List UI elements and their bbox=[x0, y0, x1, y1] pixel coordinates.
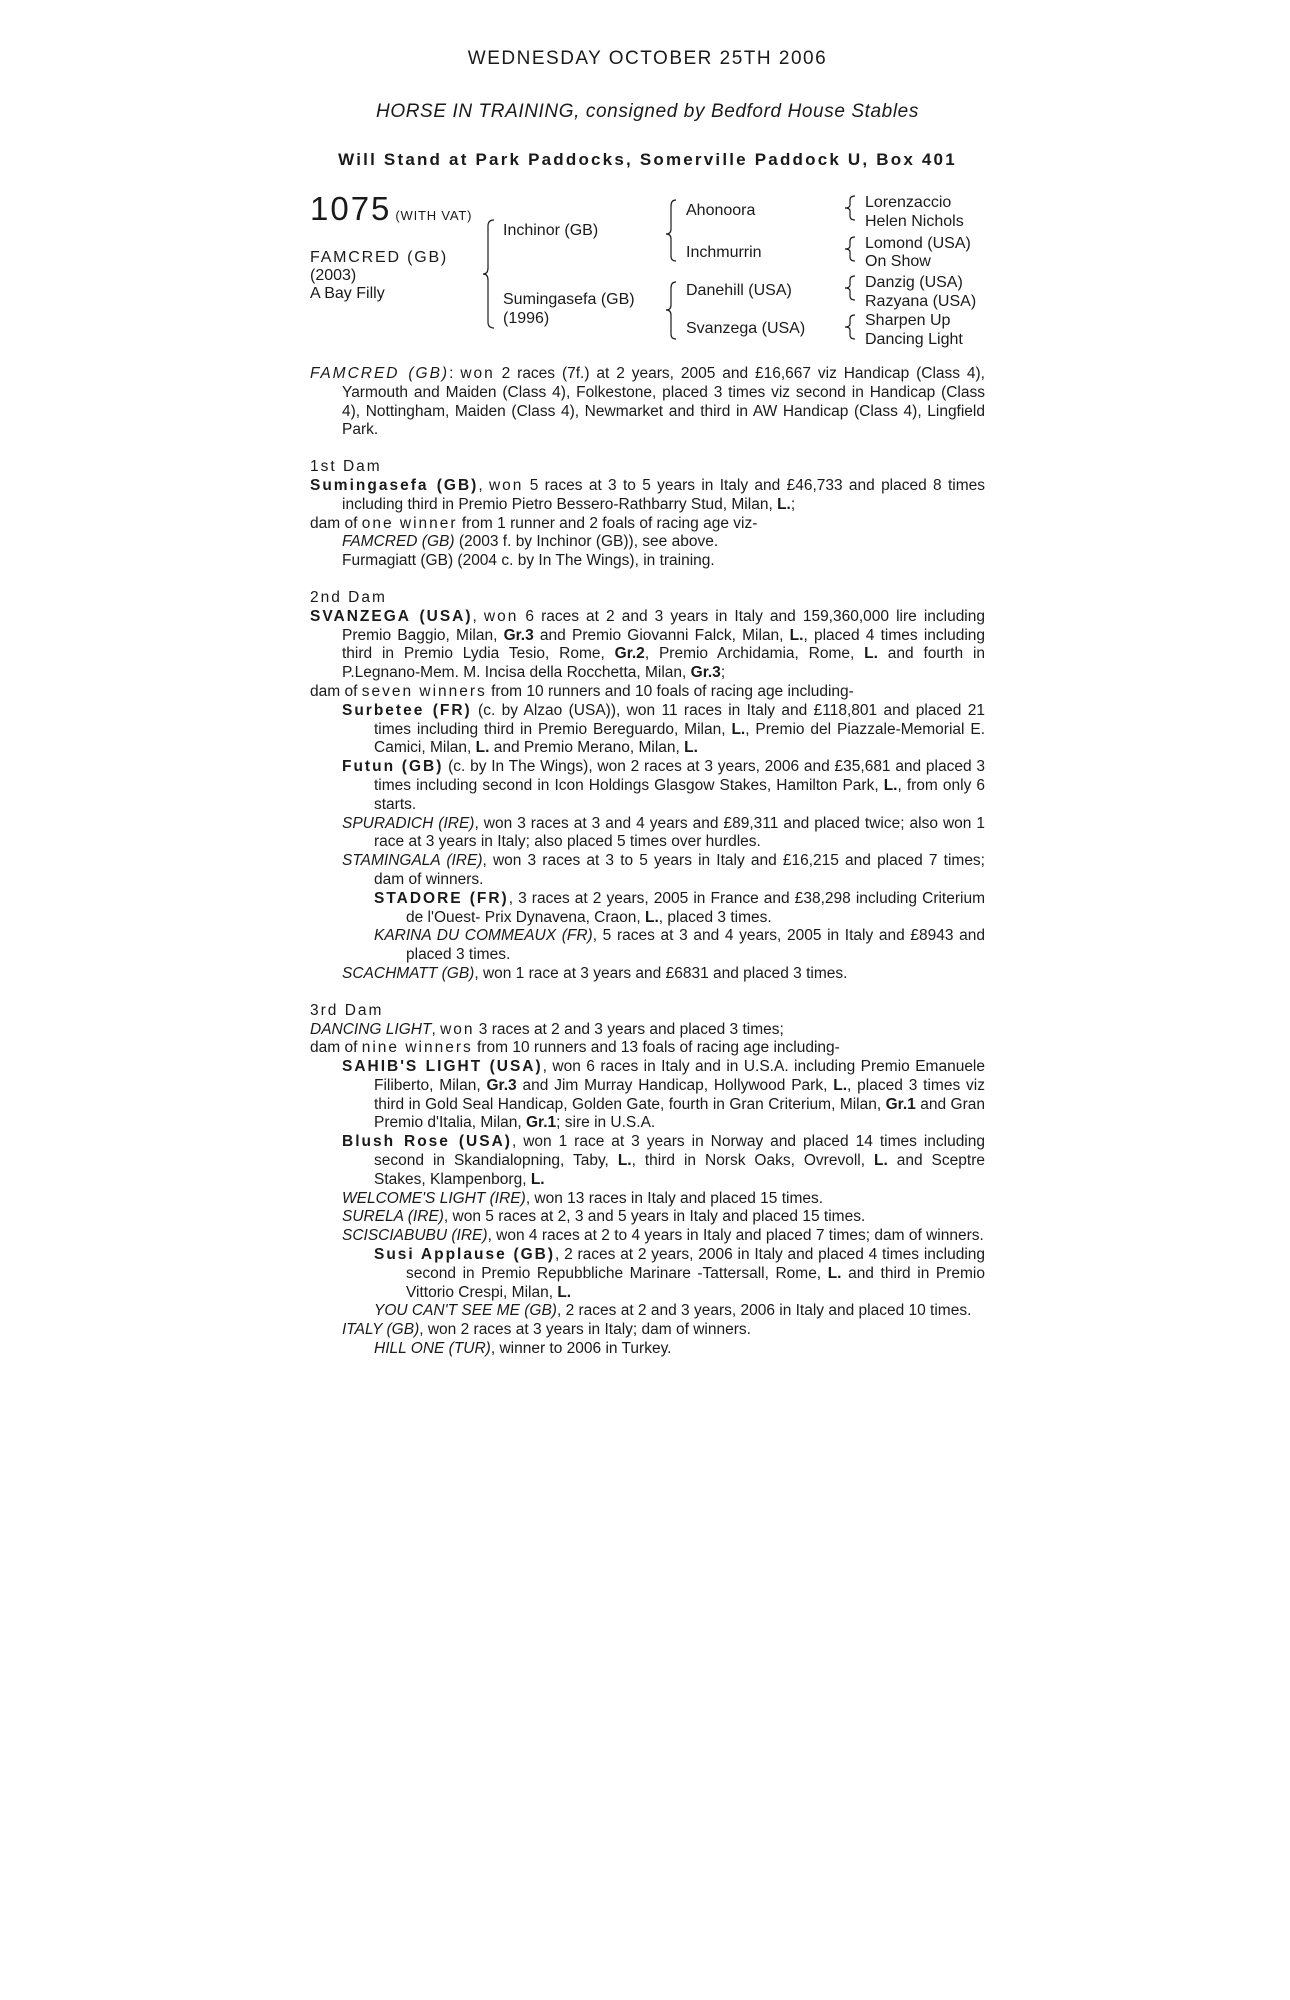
horse-name: FAMCRED (GB) bbox=[310, 249, 449, 266]
third-dam-produce-item: SCISCIABUBU (IRE), won 4 races at 2 to 4 years in Italy and placed 7 times; dam of winners. bbox=[342, 1227, 984, 1245]
second-dam-grandproduce-item: KARINA DU COMMEAUX (FR), 5 races at 3 and 4 years, 2005 in Italy and £8943 and placed 3 times. bbox=[374, 927, 985, 964]
ped-g7: Sharpen Up bbox=[865, 312, 951, 329]
second-dam-produce-item: Futun (GB) (c. by In The Wings), won 2 races at 3 years, 2006 and £35,681 and placed 3 times including second in Icon Holdings Glasgow Stakes, Hamilton Park, L., from only 6 starts. bbox=[342, 758, 985, 813]
horse-description: A Bay Filly bbox=[310, 285, 385, 302]
first-dam-record: Sumingasefa (GB), won 5 races at 3 to 5 years in Italy and £46,733 and placed 8 times including third in Premio Pietro Bessero-Rathbarry Stud, Milan, L.; bbox=[310, 476, 985, 513]
ped-g3: Lomond (USA) bbox=[865, 235, 971, 252]
stand-location: Will Stand at Park Paddocks, Somerville Paddock U, Box 401 bbox=[338, 150, 957, 169]
third-dam-produce-item: Blush Rose (USA), won 1 race at 3 years in Norway and placed 14 times including second in Skandialopning, Taby, L., third in Norsk Oaks, Ovrevoll, L. and Sceptre Stakes, Klampenborg, L. bbox=[342, 1133, 985, 1188]
second-dam-record: SVANZEGA (USA), won 6 races at 2 and 3 years in Italy and 159,360,000 lire including Premio Baggio, Milan, Gr.3 and Premio Giovanni Falck, Milan, L., placed 4 times including third in Premio Lydia Tesio, Rome, Gr.2, Premio Archidamia, Rome, L. and fourth in P.Legnano-Mem. M. Incisa della Rocchetta, Milan, Gr.3; bbox=[310, 607, 986, 682]
consignment-line: HORSE IN TRAINING, consigned by Bedford House Stables bbox=[376, 101, 919, 122]
ped-g6: Razyana (USA) bbox=[865, 293, 977, 310]
second-dam-produce-summary: dam of seven winners from 10 runners and 10 foals of racing age including- bbox=[310, 682, 854, 700]
ped-dam-line2: (1996) bbox=[503, 310, 550, 327]
second-dam-produce-item: Surbetee (FR) (c. by Alzao (USA)), won 11 races in Italy and £118,801 and placed 21 times including third in Premio Bereguardo, Milan, L., Premio del Piazzale-Memorial E. Camici, Milan, L. and Premio Merano, Milan, L. bbox=[342, 701, 986, 757]
first-dam-produce-item: Furmagiatt (GB) (2004 c. by In The Wings), in training. bbox=[342, 552, 715, 570]
ped-g8: Dancing Light bbox=[865, 331, 963, 348]
second-dam-heading: 2nd Dam bbox=[310, 588, 387, 606]
race-record: FAMCRED (GB): won 2 races (7f.) at 2 years, 2005 and £16,667 viz Handicap (Class 4), Yarmouth and Maiden (Class 4), Folkestone, placed 3 times viz second in Handicap (Class 4), Nottingham, Maiden (Class 4), Newmarket and third in AW Handicap (Class 4), Lingfield Park. bbox=[310, 365, 985, 439]
third-dam-grandproduce-item: HILL ONE (TUR), winner to 2006 in Turkey. bbox=[374, 1340, 672, 1358]
third-dam-produce-summary: dam of nine winners from 10 runners and 13 foals of racing age including- bbox=[310, 1039, 840, 1057]
first-dam-produce-item: FAMCRED (GB) (2003 f. by Inchinor (GB)), see above. bbox=[342, 533, 719, 551]
ped-g1: Lorenzaccio bbox=[865, 194, 952, 211]
third-dam-grandproduce-item: YOU CAN'T SEE ME (GB), 2 races at 2 and 3 years, 2006 in Italy and placed 10 times. bbox=[374, 1302, 972, 1320]
first-dam-heading: 1st Dam bbox=[310, 458, 382, 476]
ped-dam-line1: Sumingasefa (GB) bbox=[503, 291, 635, 308]
ped-g5: Danzig (USA) bbox=[865, 274, 963, 291]
ped-g4: On Show bbox=[865, 253, 931, 270]
ped-dam-dam: Svanzega (USA) bbox=[686, 320, 806, 337]
third-dam-grandproduce-item: Susi Applause (GB), 2 races at 2 years, 2006 in Italy and placed 4 times including second in Premio Repubbliche Marinare -Tattersall, Rome, L. and third in Premio Vittorio Crespi, Milan, L. bbox=[374, 1246, 985, 1301]
third-dam-heading: 3rd Dam bbox=[310, 1001, 384, 1019]
first-dam-produce-summary: dam of one winner from 1 runner and 2 foals of racing age viz- bbox=[310, 514, 758, 532]
sale-date: WEDNESDAY OCTOBER 25TH 2006 bbox=[467, 48, 828, 69]
ped-g2: Helen Nichols bbox=[865, 213, 964, 230]
catalogue-body bbox=[310, 365, 985, 1359]
second-dam-produce-item: SPURADICH (IRE), won 3 races at 3 and 4 years and £89,311 and placed twice; also won 1 race at 3 years in Italy; also placed 5 times over hurdles. bbox=[342, 814, 985, 851]
second-dam-produce-item: STAMINGALA (IRE), won 3 races at 3 to 5 years in Italy and £16,215 and placed 7 times; dam of winners. bbox=[342, 852, 985, 888]
second-dam-produce-item: SCACHMATT (GB), won 1 race at 3 years and £6831 and placed 3 times. bbox=[342, 964, 848, 982]
vat-note: (WITH VAT) bbox=[395, 208, 473, 223]
ped-sire: Inchinor (GB) bbox=[503, 222, 599, 239]
third-dam-produce-item: ITALY (GB), won 2 races at 3 years in Italy; dam of winners. bbox=[342, 1321, 751, 1339]
ped-dam-sire: Danehill (USA) bbox=[686, 282, 792, 299]
second-dam-grandproduce-item: STADORE (FR), 3 races at 2 years, 2005 in France and £38,298 including Criterium de l'Ouest- Prix Dynavena, Craon, L., placed 3 times. bbox=[374, 889, 985, 926]
horse-year: (2003) bbox=[310, 267, 357, 284]
lot-number: 1075 bbox=[310, 190, 392, 227]
ped-sire-dam: Inchmurrin bbox=[686, 244, 762, 261]
third-dam-record: DANCING LIGHT, won 3 races at 2 and 3 years and placed 3 times; bbox=[310, 1020, 784, 1038]
ped-sire-sire: Ahonoora bbox=[686, 202, 756, 219]
third-dam-produce-item: WELCOME'S LIGHT (IRE), won 13 races in Italy and placed 15 times. bbox=[342, 1189, 824, 1207]
third-dam-produce-item: SAHIB'S LIGHT (USA), won 6 races in Italy and in U.S.A. including Premio Emanuele Filiberto, Milan, Gr.3 and Jim Murray Handicap, Hollywood Park, L., placed 3 times viz third in Gold Seal Handicap, Golden Gate, fourth in Gran Criterium, Milan, Gr.1 and Gran Premio d'Italia, Milan, Gr.1; sire in U.S.A. bbox=[342, 1058, 985, 1132]
third-dam-produce-item: SURELA (IRE), won 5 races at 2, 3 and 5 years in Italy and placed 15 times. bbox=[342, 1208, 866, 1226]
